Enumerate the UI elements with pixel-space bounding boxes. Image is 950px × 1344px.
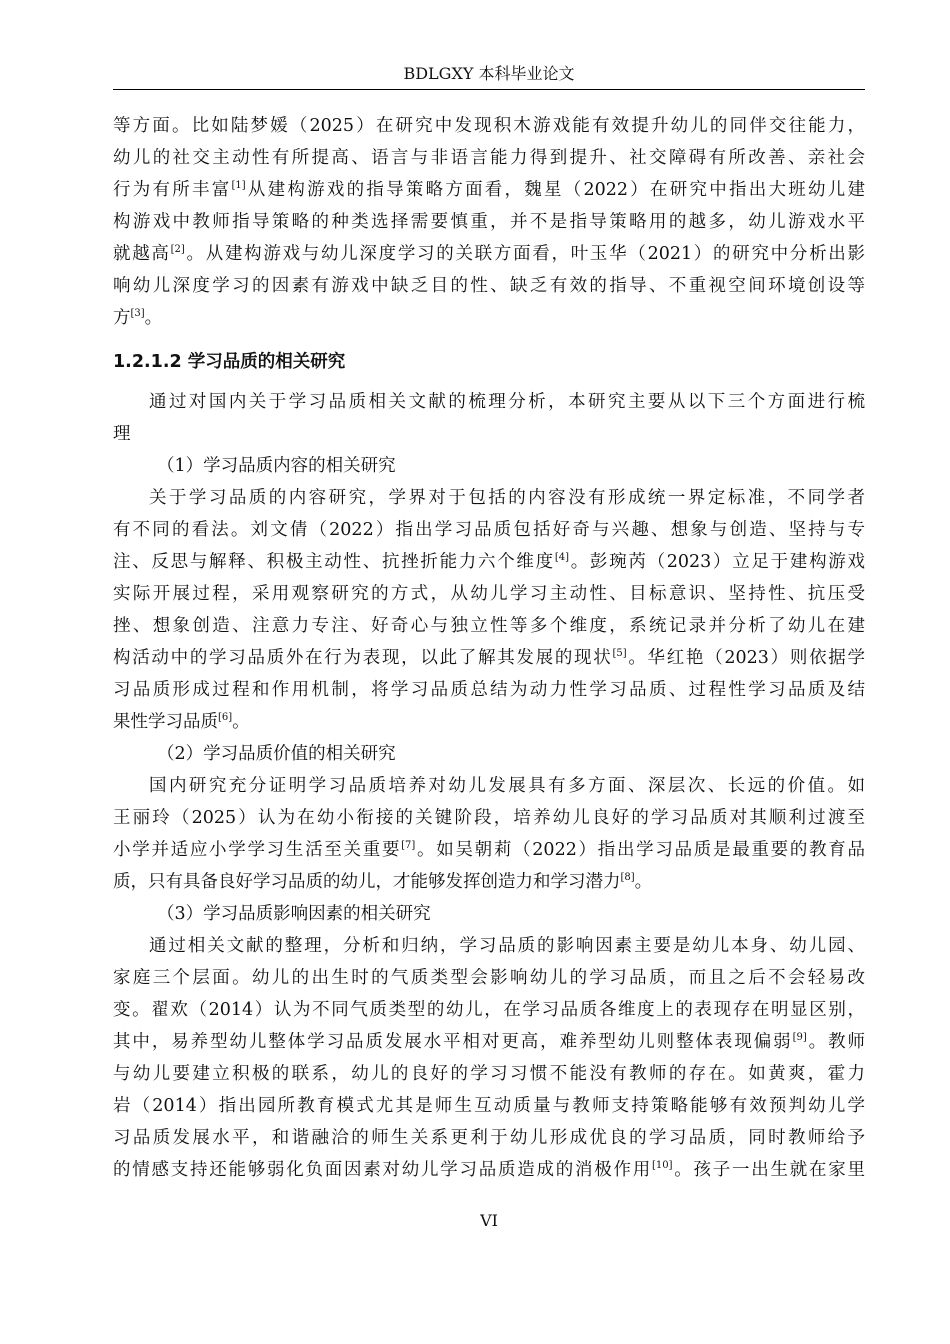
citation-ref: [2] <box>170 244 185 256</box>
text-span: 注、反思与解释、积极主动性、抗挫折能力六个维度 <box>113 552 555 572</box>
p1-line-3 <box>113 174 865 206</box>
text-span: 果性学习品质 <box>113 712 218 732</box>
p4-line-4 <box>113 866 865 898</box>
p5-line-3: 变。翟欢（2014）认为不同气质类型的幼儿，在学习品质各维度上的表现存在明显区别， <box>113 1000 865 1020</box>
p4-line-3 <box>113 834 865 866</box>
p1-line-4: 构游戏中教师指导策略的种类选择需要慎重，并不是指导策略用的越多，幼儿游戏水平 <box>113 212 865 232</box>
citation-ref: [10] <box>651 1160 673 1172</box>
p3-line-3 <box>113 546 865 578</box>
text-span: 方 <box>113 308 131 328</box>
p3-line-8 <box>113 706 865 738</box>
subheading-factors: （3）学习品质影响因素的相关研究 <box>157 904 431 924</box>
text-span: 。如吴朝莉（2022）指出学习品质是最重要的教育品 <box>415 840 865 860</box>
text-span: 。 <box>232 712 250 732</box>
citation-ref: [1] <box>231 180 246 192</box>
p5-line-5: 与幼儿要建立积极的联系，幼儿的良好的学习习惯不能没有教师的存在。如黄爽，霍力 <box>113 1064 865 1084</box>
subheading-content: （1）学习品质内容的相关研究 <box>157 456 396 476</box>
text-span: 。 <box>144 308 163 328</box>
citation-ref: [9] <box>792 1032 807 1044</box>
text-span: 。从建构游戏与幼儿深度学习的关联方面看，叶玉华（2021）的研究中分析出影 <box>184 244 865 264</box>
running-header: BDLGXY 本科毕业论文 <box>403 64 575 83</box>
p5-line-7: 习品质发展水平，和谐融洽的师生关系更利于幼儿形成优良的学习品质，同时教师给予 <box>113 1128 865 1148</box>
text-span: 。 <box>634 872 653 892</box>
text-span: 就越高 <box>113 244 171 264</box>
text-span: 。教师 <box>806 1032 865 1052</box>
p5-line-1: 通过相关文献的整理，分析和归纳，学习品质的影响因素主要是幼儿本身、幼儿园、 <box>149 936 865 956</box>
p5-line-6: 岩（2014）指出园所教育模式尤其是师生互动质量与教师支持策略能够有效预判幼儿学 <box>113 1096 865 1116</box>
p3-line-7: 习品质形成过程和作用机制，将学习品质总结为动力性学习品质、过程性学习品质及结 <box>113 680 865 700</box>
p4-line-1: 国内研究充分证明学习品质培养对幼儿发展具有多方面、深层次、长远的价值。如 <box>149 776 865 796</box>
p5-line-2: 家庭三个层面。幼儿的出生时的气质类型会影响幼儿的学习品质，而且之后不会轻易改 <box>113 968 865 988</box>
p1-line-2: 幼儿的社交主动性有所提高、语言与非语言能力得到提升、社交障碍有所改善、亲社会 <box>113 148 865 168</box>
section-heading: 1.2.1.2 学习品质的相关研究 <box>113 352 346 372</box>
p3-line-2: 有不同的看法。刘文倩（2022）指出学习品质包括好奇与兴趣、想象与创造、坚持与专 <box>113 520 865 540</box>
p1-line-1: 等方面。比如陆梦媛（2025）在研究中发现积木游戏能有效提升幼儿的同伴交往能力， <box>113 116 865 136</box>
text-span: 行为有所丰富 <box>113 180 232 200</box>
p1-line-6: 响幼儿深度学习的因素有游戏中缺乏目的性、缺乏有效的指导、不重视空间环境创设等 <box>113 276 865 296</box>
p3-line-5: 挫、想象创造、注意力专注、好奇心与独立性等多个维度，系统记录并分析了幼儿在建 <box>113 616 865 636</box>
text-span: 构活动中的学习品质外在行为表现，以此了解其发展的现状 <box>113 648 613 668</box>
text-span: 其中，易养型幼儿整体学习品质发展水平相对更高，难养型幼儿则整体表现偏弱 <box>113 1032 793 1052</box>
text-span: 。彭琬芮（2023）立足于建构游戏 <box>569 552 865 572</box>
text-span: 。孩子一出生就在家里 <box>672 1160 865 1180</box>
citation-ref: [7] <box>401 840 416 852</box>
p3-line-1: 关于学习品质的内容研究，学界对于包括的内容没有形成统一界定标准，不同学者 <box>149 488 865 508</box>
header-rule <box>113 89 865 90</box>
text-span: 小学并适应小学学习生活至关重要 <box>113 840 402 860</box>
citation-ref: [3] <box>130 308 145 320</box>
p3-line-4: 实际开展过程，采用观察研究的方式，从幼儿学习主动性、目标意识、坚持性、抗压受 <box>113 584 865 604</box>
p2-line-1: 通过对国内关于学习品质相关文献的梳理分析，本研究主要从以下三个方面进行梳 <box>149 392 865 412</box>
page-body <box>113 110 865 1186</box>
citation-ref: [6] <box>218 712 233 724</box>
page-number: VI <box>480 1211 498 1230</box>
text-span: 的情感支持还能够弱化负面因素对幼儿学习品质造成的消极作用 <box>113 1160 652 1180</box>
text-span: 从建构游戏的指导策略方面看，魏星（2022）在研究中指出大班幼儿建 <box>245 180 865 200</box>
p3-line-6 <box>113 642 865 674</box>
p2-line-2: 理 <box>113 424 131 444</box>
p4-line-2: 王丽玲（2025）认为在幼小衔接的关键阶段，培养幼儿良好的学习品质对其顺利过渡至 <box>113 808 865 828</box>
text-span: 。华红艳（2023）则依据学 <box>626 648 865 668</box>
p1-line-7 <box>113 302 865 334</box>
citation-ref: [5] <box>612 648 627 660</box>
p1-line-5 <box>113 238 865 270</box>
text-span: 质，只有具备良好学习品质的幼儿，才能够发挥创造力和学习潜力 <box>113 872 621 892</box>
citation-ref: [8] <box>620 872 635 884</box>
citation-ref: [4] <box>554 552 570 564</box>
p5-line-8 <box>113 1154 865 1186</box>
subheading-value: （2）学习品质价值的相关研究 <box>157 744 396 764</box>
p5-line-4 <box>113 1026 865 1058</box>
